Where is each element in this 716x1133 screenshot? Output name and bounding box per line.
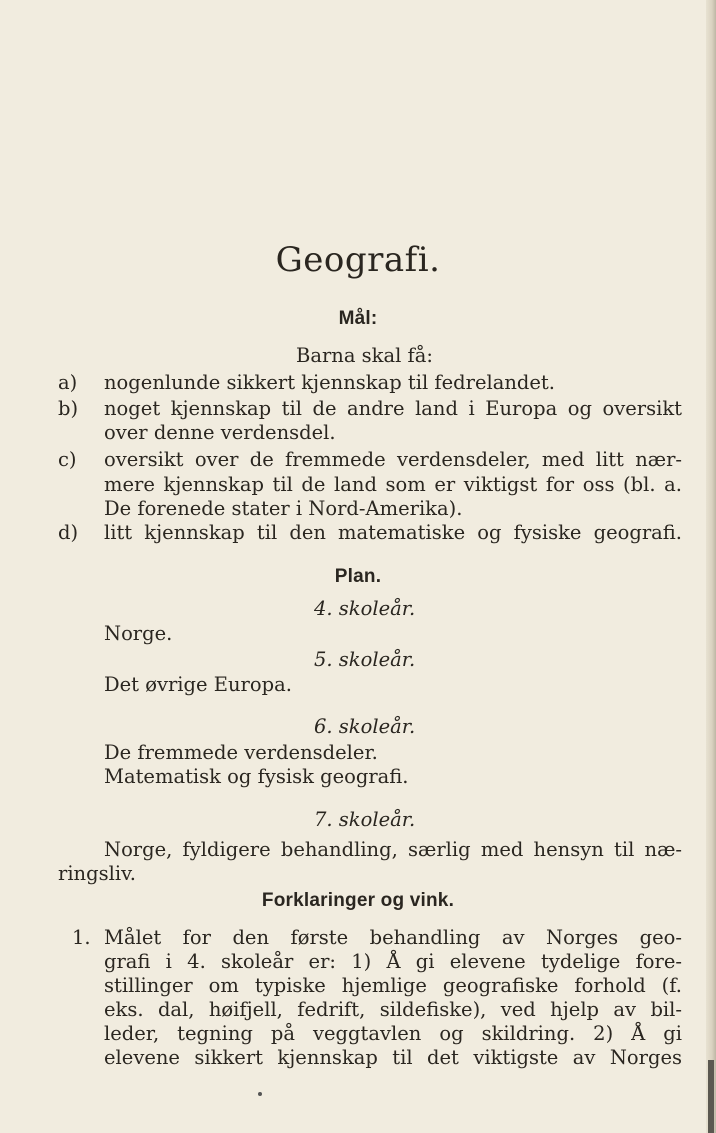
forklaringer-number: 1. — [72, 926, 91, 949]
plan-year: 5. skoleår. — [314, 648, 416, 671]
page-title: Geografi. — [275, 240, 441, 280]
maal-item-label: a) — [58, 371, 78, 394]
page-edge-shadow — [708, 1060, 714, 1133]
forklaringer-line: leder, tegning på veggtavlen og skildring. 2) Å gi — [104, 1022, 682, 1045]
plan-year-line: Matematisk og fysisk geografi. — [104, 765, 409, 788]
plan-year-line: Det øvrige Europa. — [104, 673, 292, 696]
maal-item-line: noget kjennskap til de andre land i Europa og oversikt — [104, 397, 682, 420]
forklaringer-line: elevene sikkert kjennskap til det viktigste av Norges — [104, 1046, 682, 1069]
plan-year-line: ringsliv. — [58, 862, 136, 885]
maal-item-label: d) — [58, 521, 79, 544]
maal-intro: Barna skal få: — [296, 344, 433, 367]
forklaringer-line: Målet for den første behandling av Norges geo- — [104, 926, 682, 949]
forklaringer-heading: Forklaringer og vink. — [261, 890, 455, 911]
plan-year: 7. skoleår. — [314, 808, 416, 831]
plan-year-line: De fremmede verdensdeler. — [104, 741, 378, 764]
plan-year-line: Norge, fyldigere behandling, særlig med hensyn til næ- — [104, 838, 682, 861]
plan-year: 6. skoleår. — [314, 715, 416, 738]
plan-year: 4. skoleår. — [314, 597, 416, 620]
maal-item-label: b) — [58, 397, 79, 420]
maal-heading: Mål: — [338, 308, 378, 329]
maal-item-line: nogenlunde sikkert kjennskap til fedrelandet. — [104, 371, 555, 394]
maal-item-line: De forenede stater i Nord-Amerika). — [104, 497, 463, 520]
plan-heading: Plan. — [334, 566, 382, 587]
maal-item-line: oversikt over de fremmede verdensdeler, med litt nær- — [104, 448, 682, 471]
plan-year-line: Norge. — [104, 622, 173, 645]
forklaringer-line: stillinger om typiske hjemlige geografiske forhold (f. — [104, 974, 682, 997]
maal-item-line: over denne verdensdel. — [104, 421, 336, 444]
forklaringer-line: grafi i 4. skoleår er: 1) Å gi elevene tydelige fore- — [104, 950, 682, 973]
ink-smudge — [258, 1092, 262, 1096]
maal-item-line: litt kjennskap til den matematiske og fysiske geografi. — [104, 521, 682, 544]
maal-item-line: mere kjennskap til de land som er viktigst for oss (bl. a. — [104, 473, 682, 496]
forklaringer-line: eks. dal, høifjell, fedrift, sildefiske), ved hjelp av bil- — [104, 998, 682, 1021]
maal-item-label: c) — [58, 448, 77, 471]
